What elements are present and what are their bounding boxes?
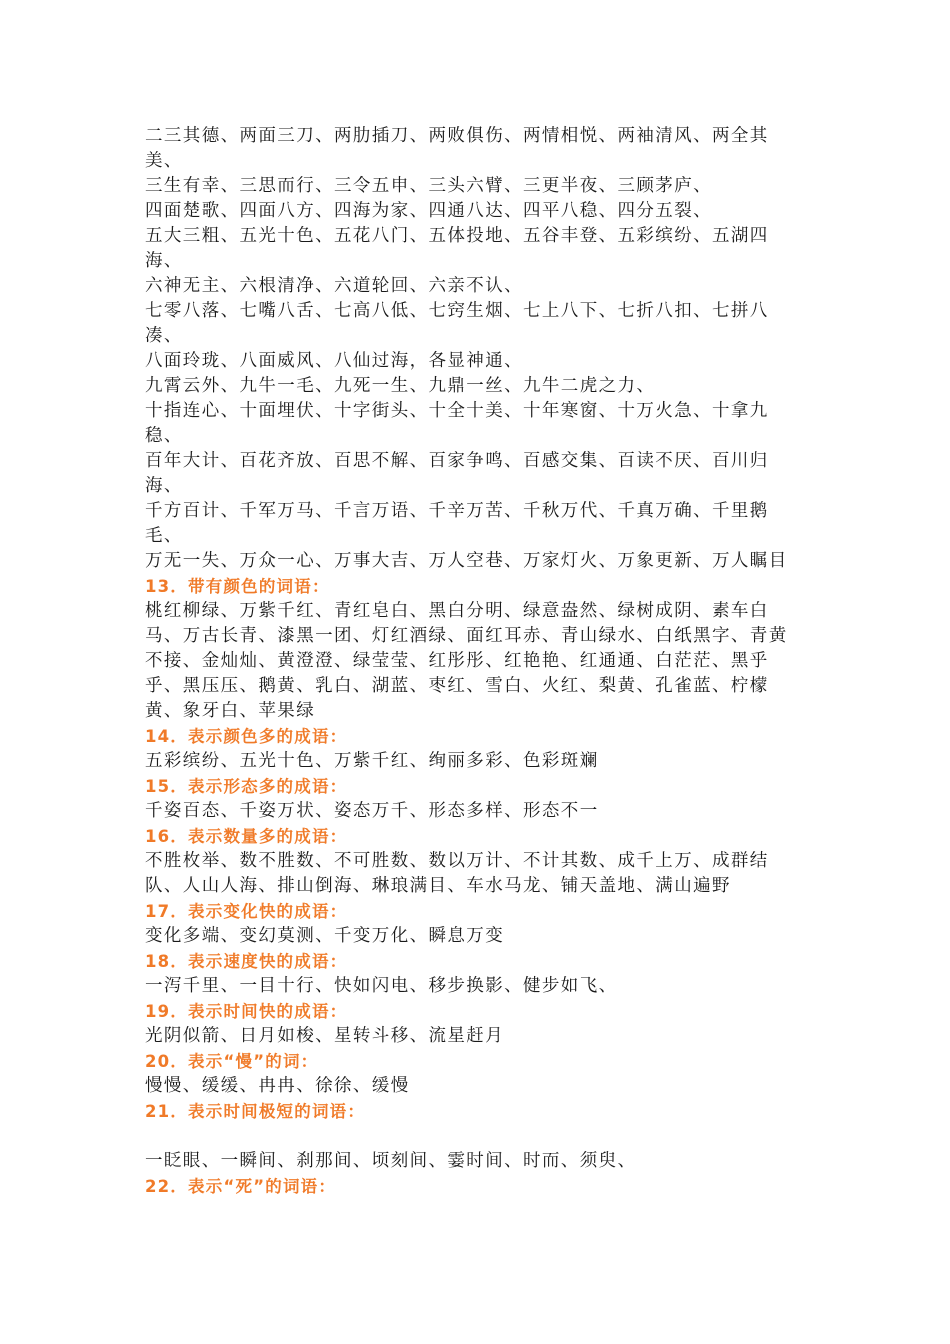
section-heading: 19．表示时间快的成语： xyxy=(145,1002,348,1021)
idiom-list-paragraph: 慢慢、缓缓、冉冉、徐徐、缓慢 xyxy=(145,1076,410,1096)
idiom-list-paragraph: 七零八落、七嘴八舌、七高八低、七窍生烟、七上八下、七折八扣、七拼八凑、 xyxy=(145,301,769,346)
idiom-list-paragraph: 万无一失、万众一心、万事大吉、万人空巷、万家灯火、万象更新、万人瞩目 xyxy=(145,551,788,571)
section-heading: 15．表示形态多的成语： xyxy=(145,777,348,796)
idiom-list-paragraph: 不胜枚举、数不胜数、不可胜数、数以万计、不计其数、成千上万、成群结队、人山人海、排山倒海、琳琅满目、车水马龙、铺天盖地、满山遍野 xyxy=(145,851,769,896)
idiom-list-paragraph: 五彩缤纷、五光十色、万紫千红、绚丽多彩、色彩斑斓 xyxy=(145,751,599,771)
section-heading: 16．表示数量多的成语： xyxy=(145,827,348,846)
idiom-list-paragraph: 五大三粗、五光十色、五花八门、五体投地、五谷丰登、五彩缤纷、五湖四海、 xyxy=(145,226,769,271)
idiom-list-paragraph: 千方百计、千军万马、千言万语、千辛万苦、千秋万代、千真万确、千里鹅毛、 xyxy=(145,501,769,546)
idiom-list-paragraph: 千姿百态、千姿万状、姿态万千、形态多样、形态不一 xyxy=(145,801,599,821)
idiom-list-paragraph: 一泻千里、一目十行、快如闪电、移步换影、健步如飞、 xyxy=(145,976,618,996)
idiom-list-paragraph: 八面玲珑、八面威风、八仙过海，各显神通、 xyxy=(145,351,523,371)
idiom-list-paragraph: 变化多端、变幻莫测、千变万化、瞬息万变 xyxy=(145,926,505,946)
idiom-list-paragraph: 四面楚歌、四面八方、四海为家、四通八达、四平八稳、四分五裂、 xyxy=(145,201,712,221)
idiom-list-paragraph: 桃红柳绿、万紫千红、青红皂白、黑白分明、绿意盎然、绿树成阴、素车白马、万古长青、漆黑一团、灯红酒绿、面红耳赤、青山绿水、白纸黑字、青黄不接、金灿灿、黄澄澄、绿莹莹、红彤彤、红艳艳、红通通、白茫茫、黑乎乎、黑压压、鹅黄、乳白、湖蓝、枣红、雪白、火红、梨黄、孔雀蓝、柠檬黄、象牙白、苹果绿 xyxy=(145,601,788,721)
blank-line xyxy=(145,1124,790,1149)
section-heading: 22．表示“死”的词语： xyxy=(145,1177,337,1196)
idiom-list-paragraph: 十指连心、十面埋伏、十字街头、十全十美、十年寒窗、十万火急、十拿九稳、 xyxy=(145,401,769,446)
idiom-list-paragraph: 六神无主、六根清净、六道轮回、六亲不认、 xyxy=(145,276,523,296)
section-heading: 20．表示“慢”的词： xyxy=(145,1052,319,1071)
section-heading: 17．表示变化快的成语： xyxy=(145,902,348,921)
idiom-list-paragraph: 二三其德、两面三刀、两肋插刀、两败俱伤、两情相悦、两袖清风、两全其美、 xyxy=(145,126,769,171)
section-heading: 18．表示速度快的成语： xyxy=(145,952,348,971)
idiom-list-paragraph: 光阴似箭、日月如梭、星转斗移、流星赶月 xyxy=(145,1026,505,1046)
idiom-list-paragraph: 三生有幸、三思而行、三令五申、三头六臂、三更半夜、三顾茅庐、 xyxy=(145,176,712,196)
section-heading: 21．表示时间极短的词语： xyxy=(145,1102,366,1121)
section-heading: 13．带有颜色的词语： xyxy=(145,577,330,596)
section-heading: 14．表示颜色多的成语： xyxy=(145,727,348,746)
idiom-list-paragraph: 百年大计、百花齐放、百思不解、百家争鸣、百感交集、百读不厌、百川归海、 xyxy=(145,451,769,496)
idiom-list-paragraph: 一眨眼、一瞬间、刹那间、顷刻间、霎时间、时而、须臾、 xyxy=(145,1151,637,1171)
idiom-list-paragraph: 九霄云外、九牛一毛、九死一生、九鼎一丝、九牛二虎之力、 xyxy=(145,376,656,396)
